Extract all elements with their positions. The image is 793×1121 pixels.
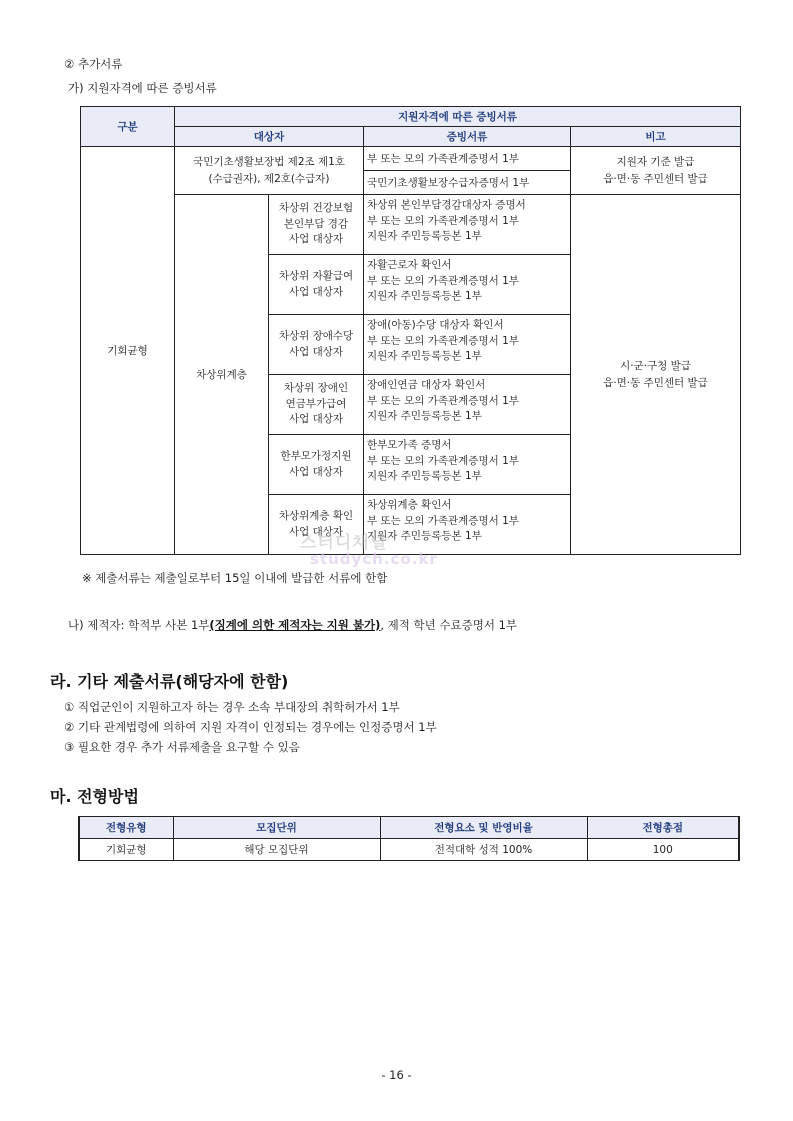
- category-label: 기회균형: [107, 345, 148, 357]
- near-target-5: [269, 435, 364, 495]
- near-docs-4-l3: 지원자 주민등록등본 1부: [367, 410, 482, 422]
- header-note: 비고: [571, 127, 741, 147]
- near-docs-3-l3: 지원자 주민등록등본 1부: [367, 350, 482, 362]
- near-docs-1-l1: 차상위 본인부담경감대상자 증명서: [367, 199, 526, 211]
- basic-doc-1: 부 또는 모의 가족관계증명서 1부: [364, 147, 571, 171]
- ma-header-type: 전형유형: [79, 817, 173, 839]
- watermark-url: studych.co.kr: [310, 550, 438, 568]
- near-docs-1: [364, 195, 571, 255]
- near-docs-2-l3: 지원자 주민등록등본 1부: [367, 290, 482, 302]
- near-docs-1-l2: 부 또는 모의 가족관계증명서 1부: [367, 214, 519, 227]
- na-suffix: , 제적 학년 수료증명서 1부: [380, 618, 518, 632]
- ma-cell-type: 기회균형: [79, 839, 173, 861]
- basic-note-cell: [571, 147, 741, 195]
- near-docs-3-l1: 장애(아동)수당 대상자 확인서: [367, 319, 504, 331]
- near-target-4-l1: 차상위 장애인: [283, 382, 349, 395]
- near-target-2-l2: 사업 대상자: [288, 285, 344, 298]
- near-target-2: [269, 255, 364, 315]
- near-target-4-l2: 연금부가급여: [285, 397, 347, 410]
- sub-heading-na: [68, 617, 517, 633]
- near-target-4: [269, 375, 364, 435]
- near-group-label: 차상위계층: [196, 369, 247, 381]
- near-docs-4-l2: 부 또는 모의 가족관계증명서 1부: [367, 394, 519, 407]
- ma-header-elements: 전형요소 및 반영비율: [380, 817, 587, 839]
- category-cell: [81, 147, 175, 555]
- near-docs-5-l1: 한부모가족 증명서: [367, 439, 452, 451]
- near-docs-3: [364, 315, 571, 375]
- header-category: 구분: [81, 107, 175, 147]
- issuance-note: ※ 제출서류는 제출일로부터 15일 이내에 발급한 서류에 한함: [82, 571, 388, 585]
- section-ra-item-2: ② 기타 관계법령에 의하여 지원 자격이 인정되는 경우에는 인정증명서 1부: [64, 720, 437, 734]
- ma-header-total: 전형총점: [587, 817, 739, 839]
- near-docs-5-l2: 부 또는 모의 가족관계증명서 1부: [367, 454, 519, 467]
- near-target-5-l2: 사업 대상자: [288, 465, 344, 478]
- near-docs-4-l1: 장애인연금 대상자 확인서: [367, 379, 486, 391]
- near-note-line1: 시·군·구청 발급: [620, 359, 691, 372]
- near-docs-1-l3: 지원자 주민등록등본 1부: [367, 230, 482, 242]
- near-group-cell: [175, 195, 269, 555]
- basic-target-line1: 국민기초생활보장법 제2조 제1호: [193, 155, 345, 168]
- near-target-4-l3: 사업 대상자: [288, 413, 344, 426]
- near-target-1-l3: 사업 대상자: [288, 233, 344, 246]
- sub-heading-ga: 가) 지원자격에 따른 증빙서류: [68, 81, 217, 95]
- near-target-6-l2: 사업 대상자: [288, 525, 344, 538]
- header-docs: 증빙서류: [364, 127, 571, 147]
- near-docs-3-l2: 부 또는 모의 가족관계증명서 1부: [367, 334, 519, 347]
- na-underlined: (징계에 의한 제적자는 지원 불가): [209, 618, 381, 632]
- near-docs-2-l1: 자활근로자 확인서: [367, 259, 452, 271]
- near-docs-5-l3: 지원자 주민등록등본 1부: [367, 470, 482, 482]
- header-group: 지원자격에 따른 증빙서류: [175, 107, 741, 127]
- near-docs-6: [364, 495, 571, 555]
- near-docs-6-l3: 지원자 주민등록등본 1부: [367, 530, 482, 542]
- near-target-3-l2: 사업 대상자: [288, 345, 344, 358]
- eligibility-docs-table: [80, 106, 741, 555]
- selection-method-table: [78, 816, 740, 861]
- ma-cell-total: 100: [587, 839, 739, 861]
- near-target-6-l1: 차상위계층 확인: [278, 510, 354, 522]
- near-docs-5: [364, 435, 571, 495]
- basic-target-line2: (수급권자), 제2호(수급자): [208, 172, 330, 185]
- item-additional-docs: ② 추가서류: [64, 57, 123, 71]
- section-ra-item-3: ③ 필요한 경우 추가 서류제출을 요구할 수 있음: [64, 740, 300, 754]
- page-number: - 16 -: [381, 1068, 412, 1082]
- near-docs-2: [364, 255, 571, 315]
- near-target-1: [269, 195, 364, 255]
- near-target-3-l1: 차상위 장애수당: [278, 330, 354, 342]
- na-prefix: 나) 제적자: 학적부 사본 1부: [68, 618, 210, 632]
- ma-cell-elements: 전적대학 성적 100%: [380, 839, 587, 861]
- near-note-cell: [571, 195, 741, 555]
- basic-note-line1: 지원자 기준 발급: [616, 155, 695, 168]
- near-docs-6-l2: 부 또는 모의 가족관계증명서 1부: [367, 514, 519, 527]
- near-target-3: [269, 315, 364, 375]
- near-target-1-l2: 본인부담 경감: [283, 217, 349, 230]
- ma-cell-unit: 해당 모집단위: [173, 839, 380, 861]
- ma-header-unit: 모집단위: [173, 817, 380, 839]
- basic-note-line2: 읍·면·동 주민센터 발급: [603, 172, 708, 185]
- header-target: 대상자: [175, 127, 364, 147]
- basic-doc-2: 국민기초생활보장수급자증명서 1부: [364, 171, 571, 195]
- near-docs-6-l1: 차상위계층 확인서: [367, 499, 452, 511]
- section-ma-title: 마. 전형방법: [50, 787, 139, 806]
- section-ra-item-1: ① 직업군인이 지원하고자 하는 경우 소속 부대장의 취학허가서 1부: [64, 700, 400, 714]
- near-target-5-l1: 한부모가정지원: [280, 450, 352, 462]
- near-target-2-l1: 차상위 자활급여: [278, 270, 354, 282]
- near-note-line2: 읍·면·동 주민센터 발급: [603, 376, 708, 389]
- near-docs-2-l2: 부 또는 모의 가족관계증명서 1부: [367, 274, 519, 287]
- near-docs-4: [364, 375, 571, 435]
- basic-target-cell: [175, 147, 364, 195]
- section-ra-title: 라. 기타 제출서류(해당자에 한함): [50, 672, 289, 691]
- watermark: 스터디채널: [300, 533, 388, 553]
- near-target-1-l1: 차상위 건강보험: [278, 202, 354, 215]
